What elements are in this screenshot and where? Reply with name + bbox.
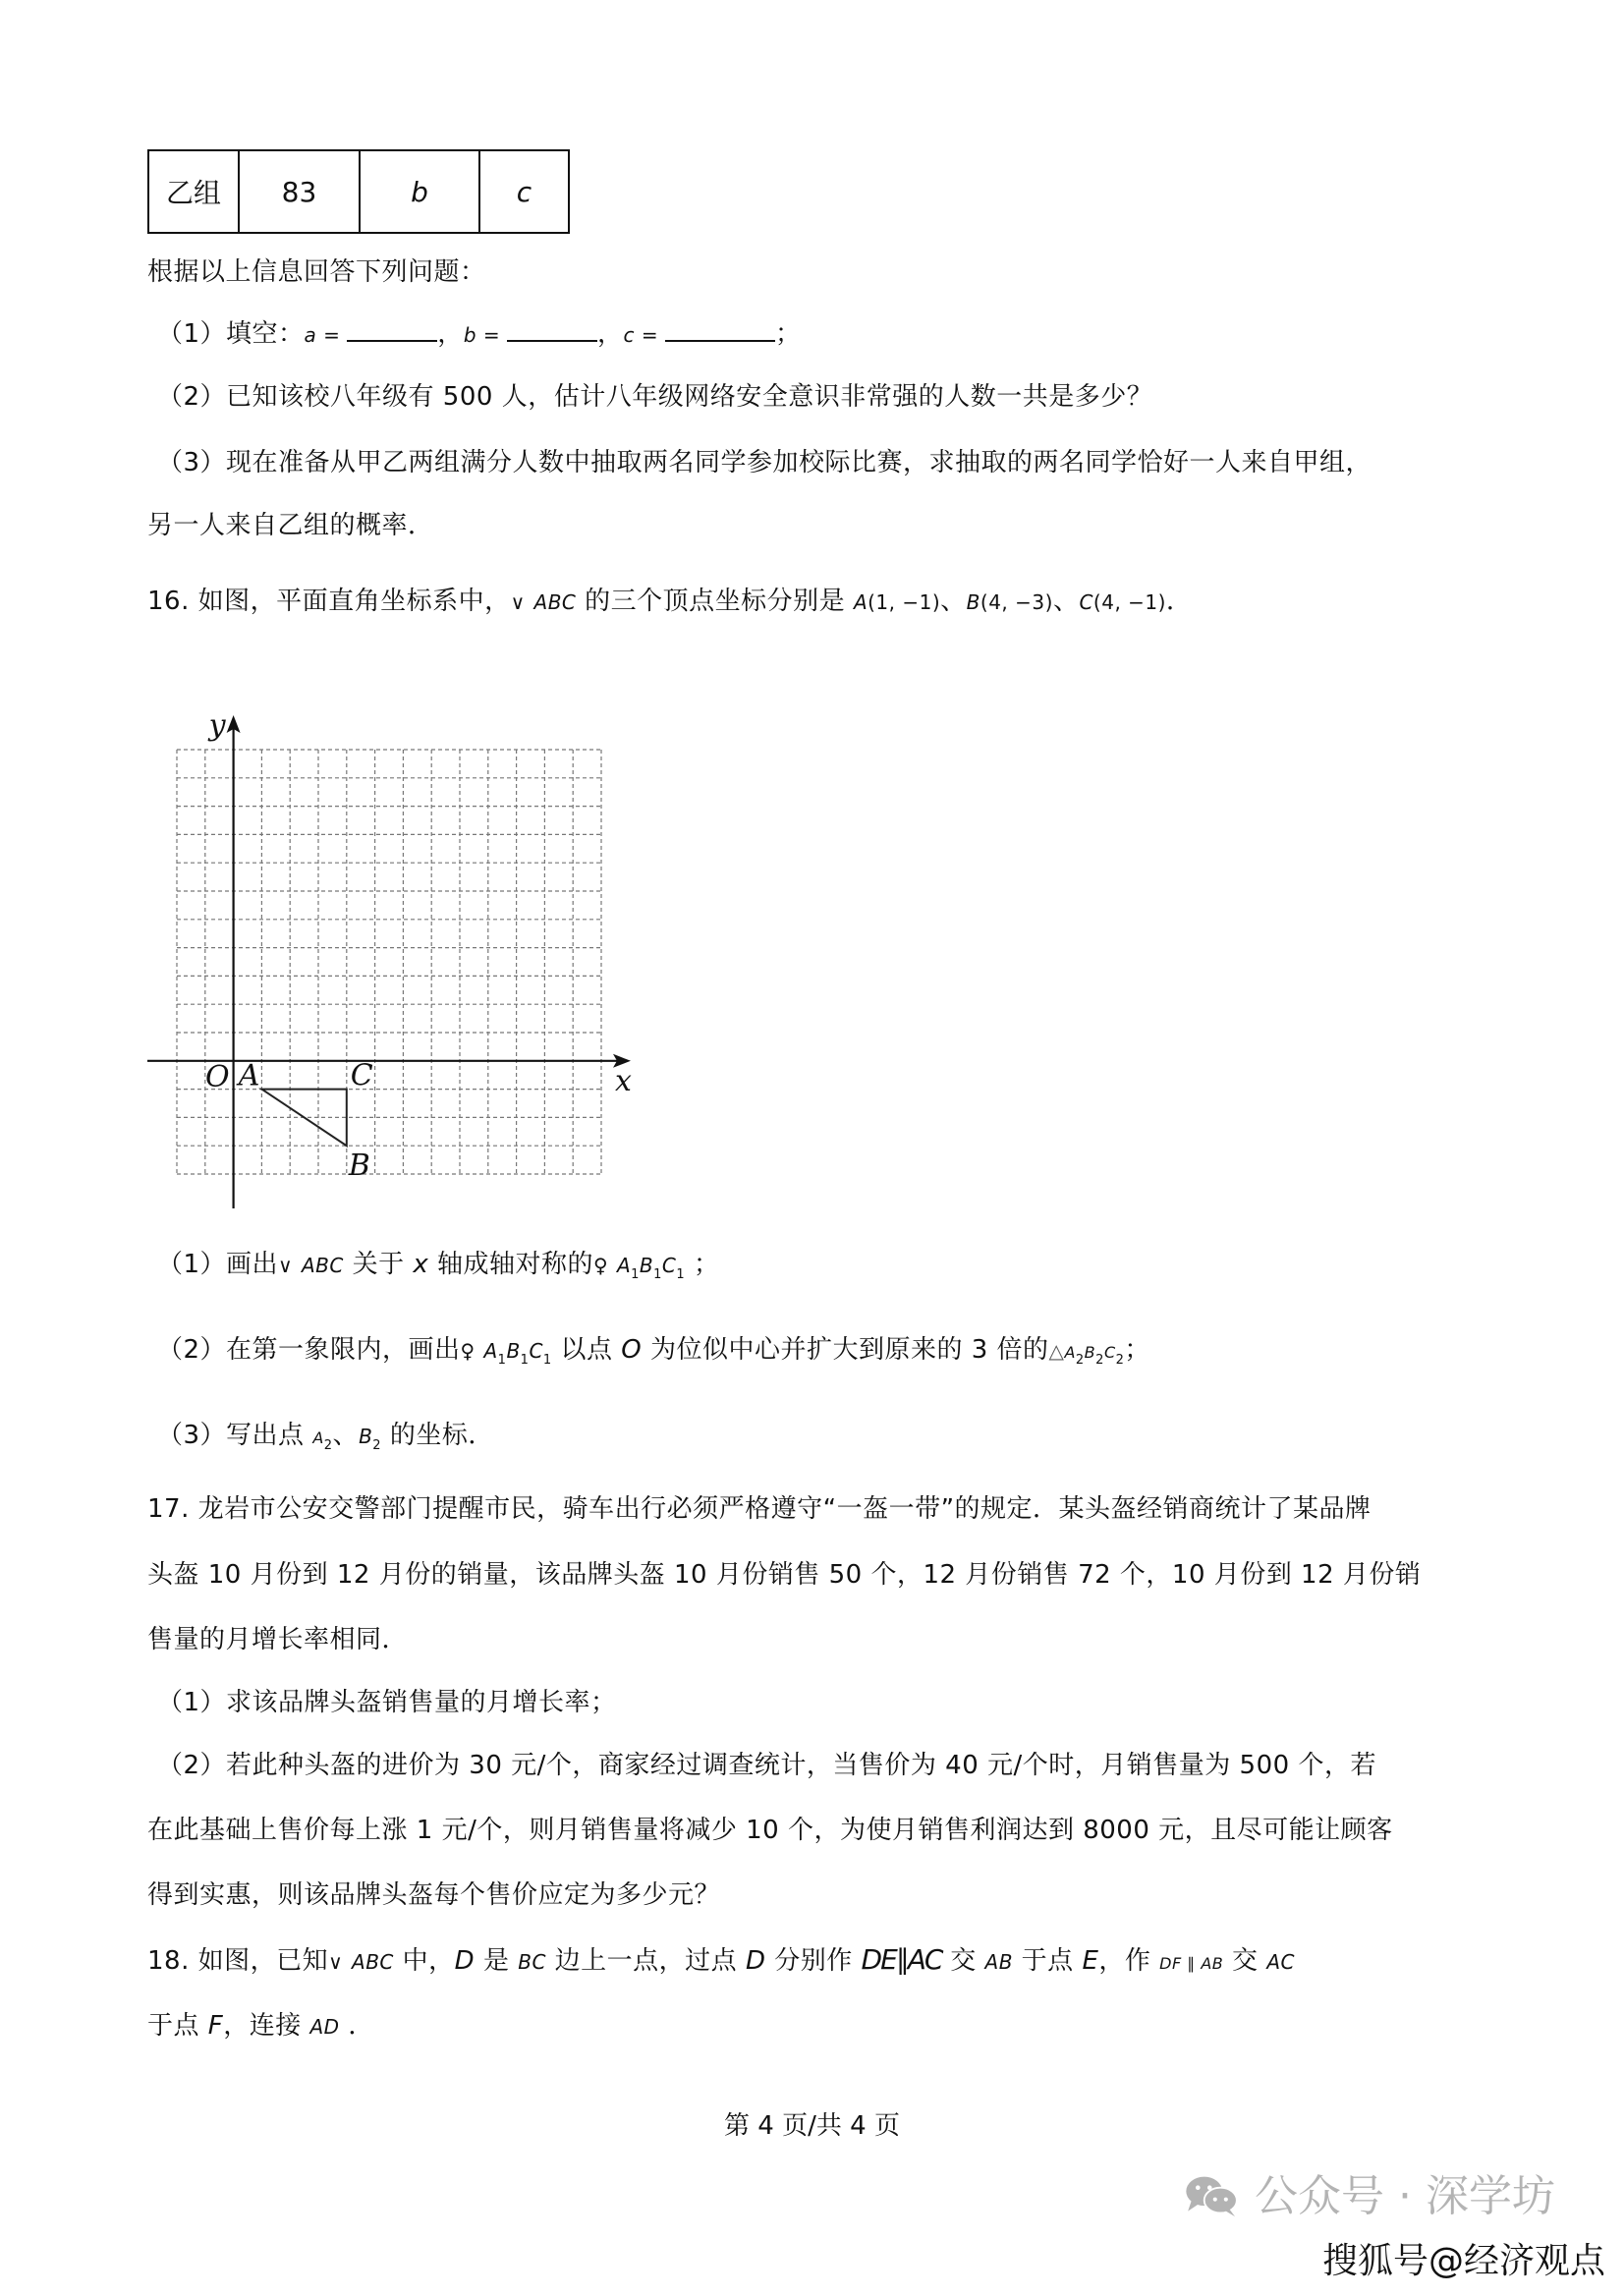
subscript: 1 [497,1353,507,1368]
coord-C: (4, −1) [1092,590,1166,614]
wechat-account-name: 公众号 · 深学坊 [1255,2171,1555,2221]
separator: 、 [940,587,967,616]
point-label: A [616,1254,632,1277]
q17-part2-line2: 在此基础上售价每上涨 1 元/个，则月销售量将减少 10 个，为使月销售利润达到 8000 元，且尽可能让顾客 [147,1816,1393,1845]
segment-AD: AD [309,2015,340,2039]
page-number: 第 4 页/共 4 页 [724,2111,900,2141]
comma: ， [597,319,624,349]
segment-AC: AC [1266,1950,1295,1974]
q18-line2 [147,2009,374,2044]
graph-labels [205,708,632,1183]
semicolon: ； [775,319,802,349]
q16-part2-mid: 以点 [551,1335,622,1365]
point-label: B [359,1425,373,1448]
q16-part1-mid2: 轴成轴对称的 [428,1250,594,1279]
wechat-watermark [1184,2171,1555,2222]
blank-c[interactable] [665,316,775,342]
grid-lines [177,750,601,1174]
point-label: A [483,1339,498,1363]
q18-line1 [147,1943,1295,1981]
period: ． [339,2011,374,2041]
point-b2 [359,1425,382,1453]
q18-mid1: 中， [393,1946,455,1976]
q16-stem-pre: 16. 如图，平面直角坐标系中， [147,587,511,616]
table-cell-b: b [360,150,479,233]
eq: = [316,323,348,347]
subscript: 1 [631,1267,640,1282]
q15-part1-num: （1）填空： [157,319,305,349]
q18-mid3: 分别作 [765,1946,862,1976]
subscript: 1 [520,1353,530,1368]
q16-part2-pre: （2）在第一象限内，画出 [157,1335,461,1365]
point-label: B [506,1339,521,1363]
q15-part2: （2）已知该校八年级有 500 人，估计八年级网络安全意识非常强的人数一共是多少？ [157,382,1153,412]
subscript: 1 [653,1267,662,1282]
triangle-a1b1c1 [616,1254,686,1282]
subscript: 1 [542,1353,552,1368]
point-B: B [966,590,980,614]
q18-mid2: 边上一点，过点 [545,1946,746,1976]
q15-part3-line1: （3）现在准备从甲乙两组满分人数中抽取两名同学参加校际比赛，求抽取的两名同学恰好一人来自甲组， [157,448,1372,477]
q16-part3-pre: （3）写出点 [157,1421,313,1450]
q18-jiao: 交 [941,1946,985,1976]
triangle-symbol: ∨ [510,590,526,614]
table-cell-c: c [479,150,569,233]
q17-part1: （1）求该品牌头盔销售量的月增长率； [157,1688,617,1717]
y-axis-label: y [208,708,226,743]
coordinate-grid-figure [138,707,648,1218]
q17-line2: 头盔 10 月份到 12 月份的销量，该品牌头盔 10 月份销售 50 个，12 月份销售 72 个，10 月份到 12 月份销 [147,1560,1422,1590]
q16-part3-end: 的坐标． [381,1421,494,1450]
sohu-watermark: 搜狐号@经济观点 [1322,2241,1606,2281]
point-label-B: B [348,1148,370,1184]
q18-jiao: 交 [1223,1946,1267,1976]
point-E: E [1082,1946,1099,1976]
q17-part2-line3: 得到实惠，则该品牌头盔每个售价应定为多少元？ [147,1880,721,1910]
table-cell-group: 乙组 [148,150,239,233]
semicolon: ； [693,1250,720,1279]
q16-part1 [157,1248,719,1292]
coord-B: (4, −3) [980,590,1053,614]
point-label: C [529,1339,543,1363]
triangle-a1b1c1 [483,1339,552,1368]
subscript: 2 [1115,1353,1125,1368]
subscript: 2 [323,1438,333,1453]
point-label: B [639,1254,654,1277]
point-label: A [312,1428,324,1447]
point-label-C: C [350,1058,373,1093]
semicolon: ； [1124,1335,1150,1365]
q17-line3: 售量的月增长率相同． [147,1625,409,1654]
separator: 、 [1052,587,1080,616]
coord-A: (1, −1) [868,590,941,614]
q17-line1: 17. 龙岩市公安交警部门提醒市民，骑车出行必须严格遵守“一盔一带”的规定．某头盔经销商统计了某品牌 [147,1494,1372,1524]
triangle-a2b2c2 [1064,1343,1125,1368]
axes [147,715,631,1208]
var-x: x [413,1250,429,1279]
triangle-symbol: ∨ [278,1254,294,1277]
q15-intro: 根据以上信息回答下列问题： [147,257,486,287]
separator: 、 [332,1421,360,1450]
point-C: C [1079,590,1093,614]
triangle-name: ABC [301,1254,344,1277]
triangle-symbol-glyph: ♀ [460,1339,476,1363]
blank-a[interactable] [347,316,437,342]
de-parallel-ac: DE∥AC [861,1943,942,1976]
delta-symbol: △ [1048,1339,1065,1363]
triangle-name: ABC [533,590,577,614]
table-row [148,150,569,233]
point-A: A [853,590,868,614]
point-D: D [454,1946,476,1976]
subscript: 2 [1095,1353,1104,1368]
point-F: F [207,2011,224,2041]
point-D: D [745,1946,766,1976]
point-label: C [661,1254,677,1277]
point-O: O [621,1335,643,1365]
q16-part1-mid: 关于 [343,1250,414,1279]
point-label-A: A [238,1058,260,1093]
wechat-icon [1184,2173,1241,2218]
subscript: 2 [1075,1353,1085,1368]
triangle-symbol-glyph: ♀ [593,1254,609,1277]
subscript: 1 [676,1267,686,1282]
point-label: C [1103,1343,1116,1362]
q18-pre: 18. 如图，已知 [147,1946,329,1976]
var-b: b [463,323,477,347]
q17-part2-line1: （2）若此种头盔的进价为 30 元/个，商家经过调查统计，当售价为 40 元/个时，月销售量为 500 个，若 [157,1751,1376,1780]
comma: ， [437,319,464,349]
q18-zuo: ，作 [1098,1946,1160,1976]
q15-part1 [157,316,802,352]
eq: = [476,323,507,347]
eq: = [635,323,665,347]
q16-stem [147,585,1192,619]
df-parallel-ab: DF ∥ AB [1159,1954,1224,1973]
point-label: A [1064,1343,1076,1362]
triangle-name: ABC [352,1950,394,1974]
subscript: 2 [372,1438,382,1453]
table-cell-value: 83 [239,150,360,233]
var-a: a [304,323,317,347]
q16-part3 [157,1419,494,1463]
q18-yudian: 于点 [1012,1946,1083,1976]
var-c: c [623,323,636,347]
point-label: B [1084,1343,1096,1362]
q16-part2 [157,1333,1150,1377]
period: ． [1165,587,1193,616]
segment-BC: BC [518,1950,546,1974]
q16-stem-mid: 的三个顶点坐标分别是 [576,587,854,616]
origin-label: O [204,1059,230,1094]
q16-part2-mid2: 为位似中心并扩大到原来的 3 倍的 [642,1335,1049,1365]
segment-AB: AB [984,1950,1013,1974]
q18-line2-pre: 于点 [147,2011,208,2041]
x-axis-label: x [615,1063,632,1098]
q18-line2-mid: ，连接 [223,2011,310,2041]
q15-part3-line2: 另一人来自乙组的概率． [147,511,434,540]
score-table [147,149,570,234]
blank-b[interactable] [507,316,597,342]
triangle-symbol: ∨ [328,1950,344,1974]
point-a2 [312,1428,333,1453]
q16-part1-pre: （1）画出 [157,1250,279,1279]
q18-is: 是 [475,1946,519,1976]
